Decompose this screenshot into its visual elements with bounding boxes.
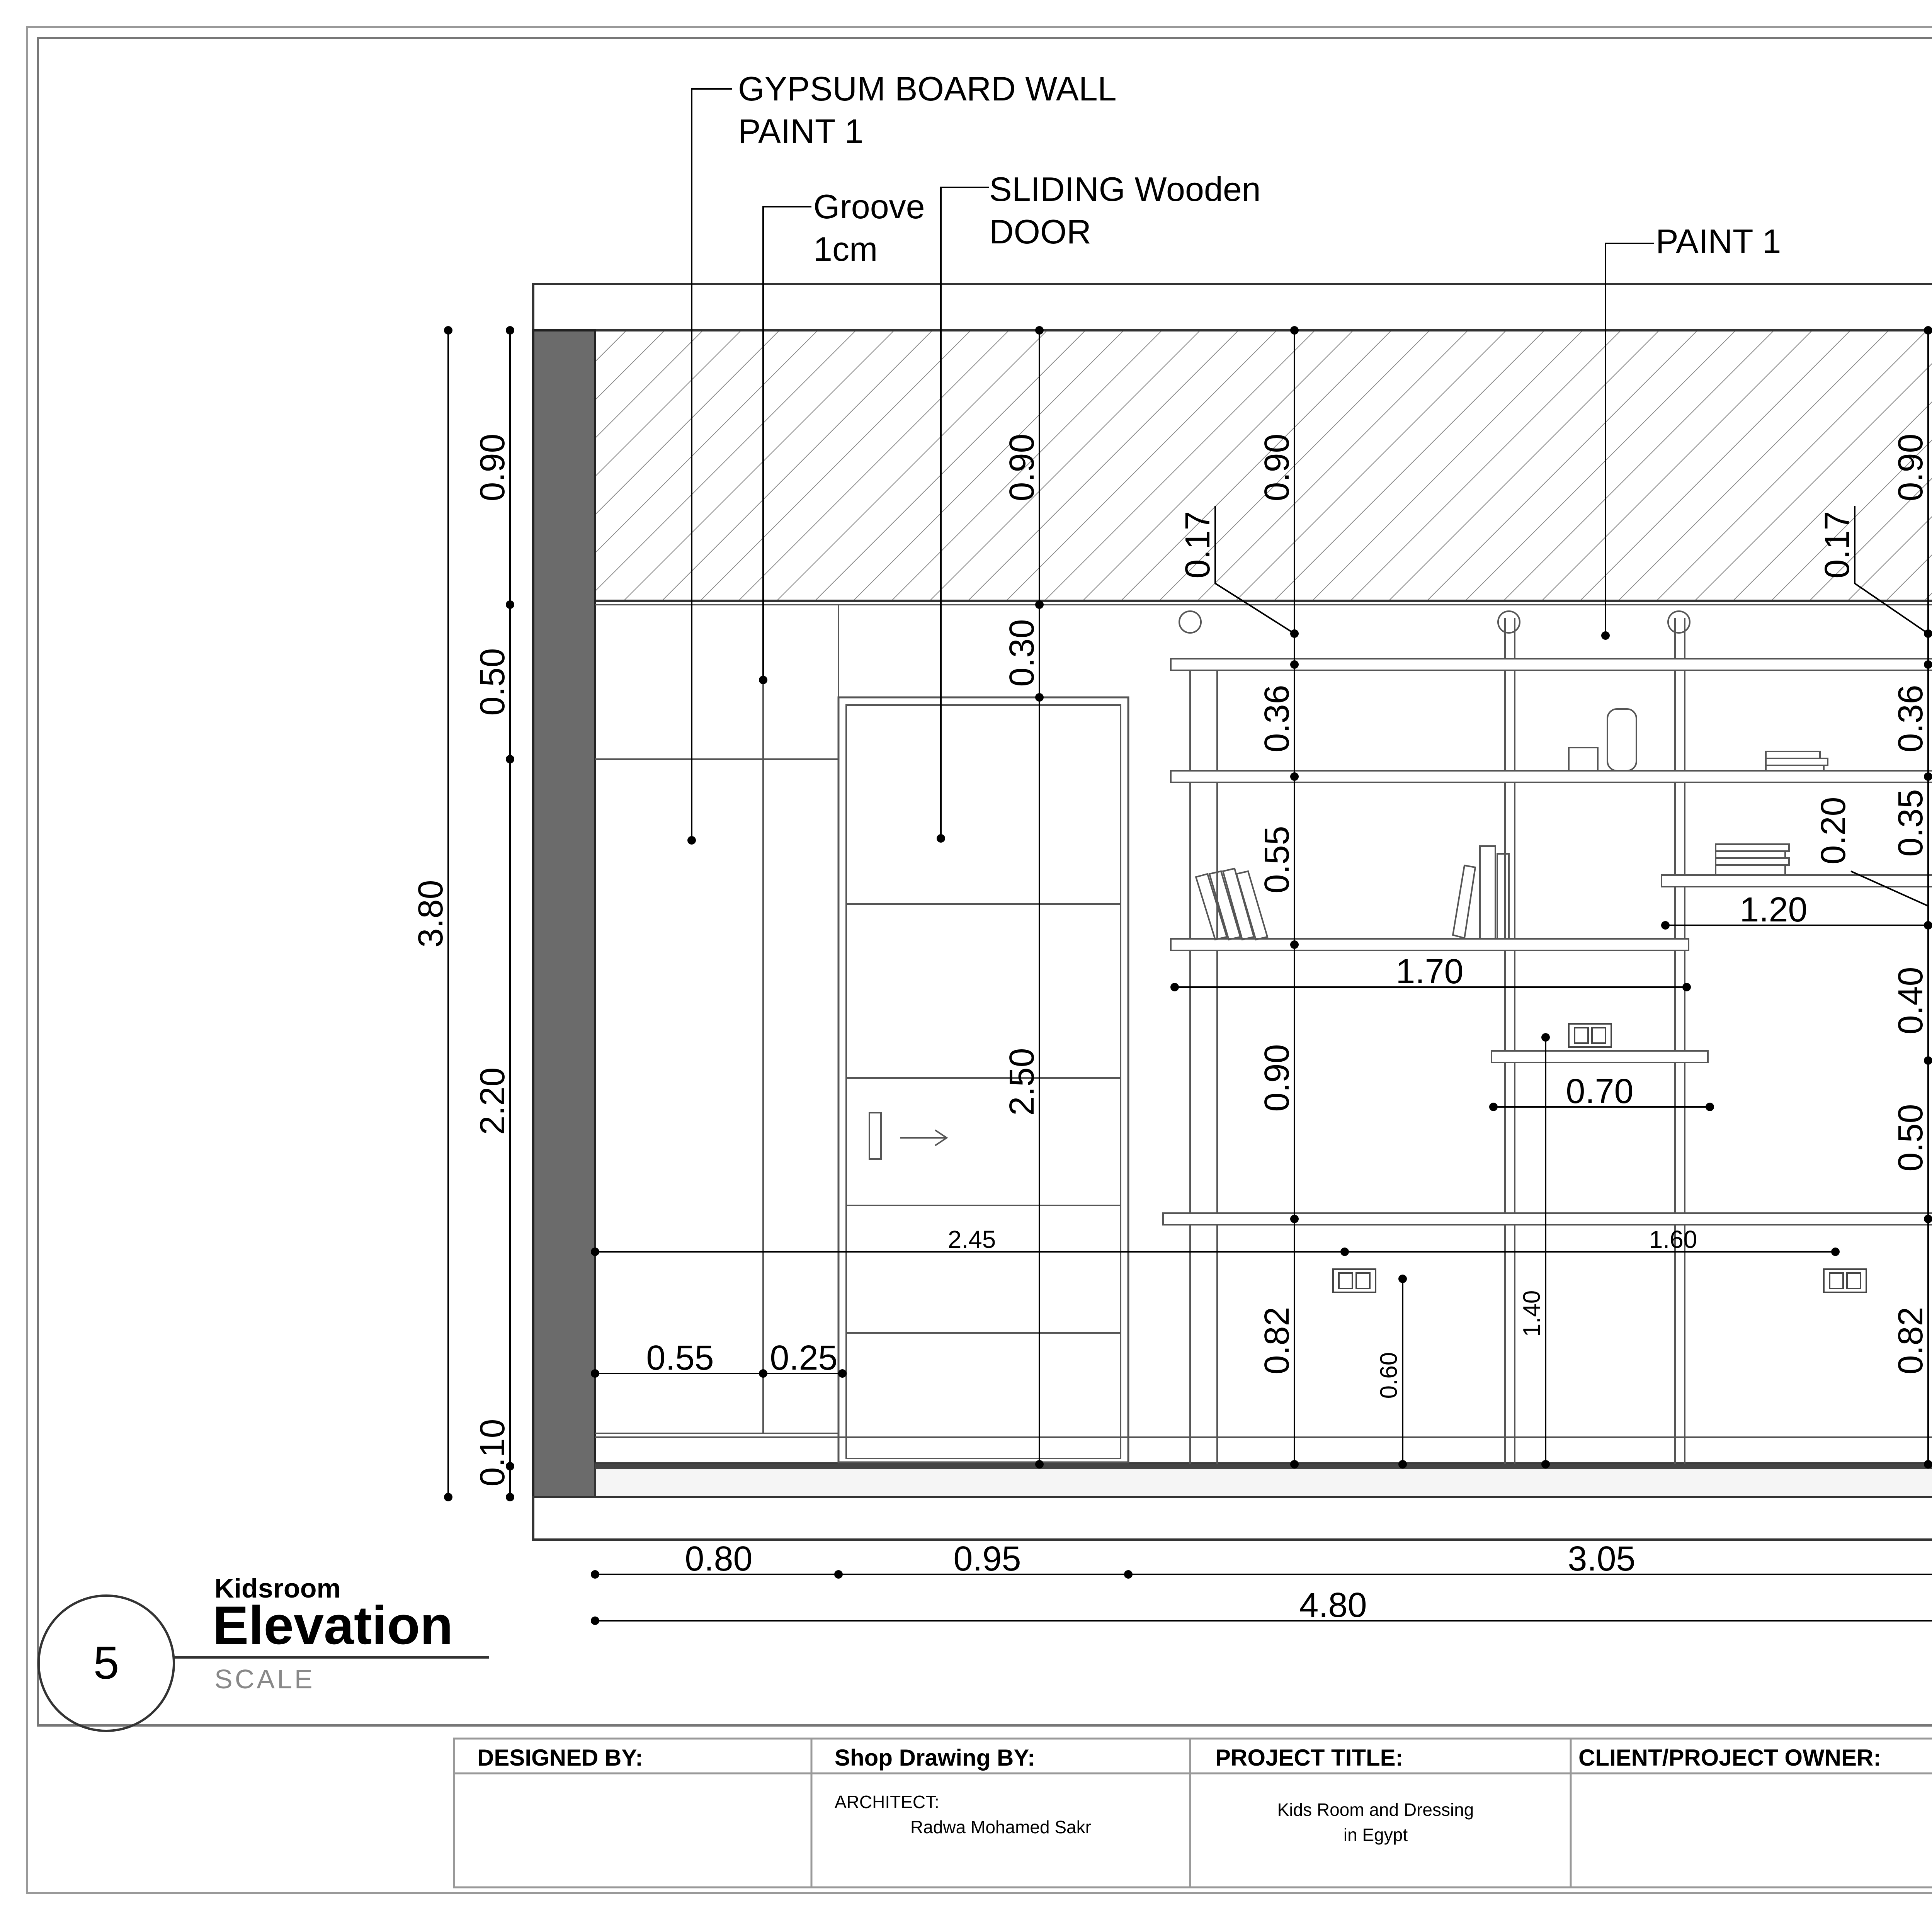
ceiling-top-strip: [533, 284, 1932, 330]
floor-slab: [533, 1497, 1932, 1540]
view-number: 5: [93, 1637, 119, 1689]
callout-groove-line1: Groove: [813, 187, 925, 226]
dim-shelf-a4: 0.82: [1258, 1307, 1296, 1375]
view-subtitle: Kidsroom: [214, 1573, 341, 1603]
dim-shelf-b5: 0.82: [1891, 1307, 1930, 1375]
callout-gypsum-line1: GYPSUM BOARD WALL: [738, 70, 1117, 108]
view-title-text: Elevation: [213, 1595, 453, 1656]
client-label: CLIENT/PROJECT OWNER:: [1578, 1745, 1881, 1771]
dim-bottom-305: 3.05: [1568, 1540, 1636, 1578]
dim-shelf-b4: 0.50: [1891, 1104, 1930, 1172]
socket-outlet: [1824, 1269, 1866, 1292]
shelf: [1171, 939, 1689, 950]
socket-outlet: [1569, 1024, 1611, 1047]
books-middle: [1453, 846, 1509, 939]
dim-left-low: 2.20: [473, 1067, 512, 1135]
dim-width-170: 1.70: [1396, 952, 1464, 991]
dim-width-245: 2.45: [947, 1226, 996, 1253]
dim-width-055: 0.55: [646, 1339, 714, 1377]
dim-width-120: 1.20: [1740, 891, 1808, 929]
door-handle: [869, 1113, 881, 1159]
dim-door-gap: 0.30: [1003, 619, 1041, 687]
view-scale: SCALE: [214, 1664, 315, 1694]
dim-width-070: 0.70: [1566, 1072, 1634, 1111]
dim-shelf-a2: 0.55: [1258, 826, 1296, 894]
dim-shelf-b1: 0.36: [1891, 685, 1930, 753]
callout-paint: PAINT 1: [1656, 222, 1781, 260]
dim-shelf-a1: 0.36: [1258, 685, 1296, 753]
vase: [1607, 709, 1636, 771]
view-title: [39, 1573, 489, 1731]
dim-bottom-total: 4.80: [1299, 1586, 1367, 1625]
callout-door-line1: SLIDING Wooden: [989, 170, 1261, 208]
dim-bottom-080: 0.80: [685, 1540, 753, 1578]
project-title-label: PROJECT TITLE:: [1215, 1745, 1403, 1771]
dim-shelf-b2: 0.35: [1891, 789, 1930, 857]
shelf: [1171, 771, 1932, 782]
dim-shelf-a3: 0.90: [1258, 1044, 1296, 1112]
shelf: [1171, 659, 1932, 670]
elevation-drawing: [412, 70, 1932, 1625]
dim-left-floor: 0.10: [473, 1419, 512, 1487]
dim-width-160: 1.60: [1649, 1226, 1697, 1253]
dim-shelf-b3: 0.40: [1891, 967, 1930, 1035]
book-stack: [1766, 751, 1820, 758]
book-stack: [1716, 844, 1789, 851]
books-left: [1196, 869, 1267, 940]
left-wall: [533, 330, 595, 1497]
dim-left-top: 0.90: [473, 433, 512, 501]
sliding-door: [838, 697, 1128, 1462]
dim-socket-140: 1.40: [1519, 1290, 1545, 1337]
designed-by-label: DESIGNED BY:: [477, 1745, 643, 1771]
project-title-line1: Kids Room and Dressing: [1277, 1800, 1474, 1820]
dim-shelf-top-b: 0.90: [1891, 433, 1930, 501]
dim-shelf-b-small: 0.20: [1814, 797, 1853, 865]
dim-socket-060: 0.60: [1376, 1352, 1402, 1399]
dim-door-top: 0.90: [1003, 433, 1041, 501]
shelf: [1662, 875, 1932, 887]
architect-name: Radwa Mohamed Sakr: [910, 1817, 1091, 1837]
shop-drawing-label: Shop Drawing BY:: [835, 1745, 1035, 1771]
architect-label: ARCHITECT:: [835, 1792, 939, 1812]
callout-gypsum-line2: PAINT 1: [738, 112, 864, 150]
dim-bottom-095: 0.95: [953, 1540, 1021, 1578]
box: [1569, 748, 1598, 771]
shelf: [1163, 1213, 1932, 1225]
callout-groove-line2: 1cm: [813, 230, 878, 268]
shelf: [1492, 1051, 1708, 1062]
dim-width-025: 0.25: [770, 1339, 838, 1377]
dim-door-height: 2.50: [1003, 1048, 1041, 1116]
dim-shelf-offset-a: 0.17: [1179, 511, 1217, 579]
dim-left-total: 3.80: [412, 880, 450, 948]
dim-shelf-top-a: 0.90: [1258, 433, 1296, 501]
dim-left-mid: 0.50: [473, 648, 512, 716]
project-title-line2: in Egypt: [1343, 1825, 1408, 1845]
title-block: [454, 1739, 1932, 1887]
socket-outlet: [1333, 1269, 1376, 1292]
dim-shelf-offset-b: 0.17: [1818, 511, 1857, 579]
callout-door-line2: DOOR: [989, 212, 1091, 251]
